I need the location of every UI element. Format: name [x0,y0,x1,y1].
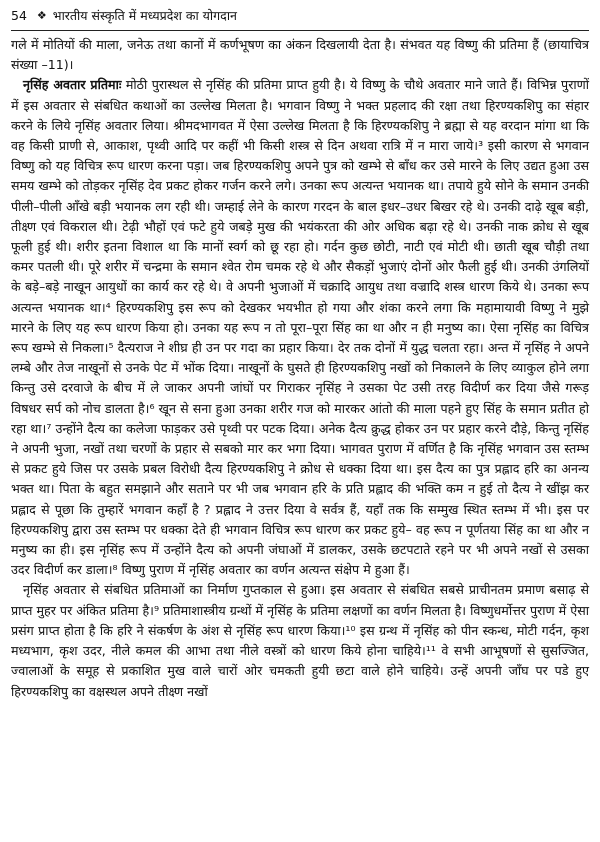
paragraph-1 [11,35,589,75]
paragraph-1-text: गले में मोतियों की माला, जनेऊ तथा कानों में कर्णभूषण का अंकन दिखलायी देता है। संभवत यह विष्णु की प्रतिमा हैं (छायाचित्र संख्या –11)। [11,37,589,73]
ornament-icon: ❖ [36,8,47,22]
book-title: भारतीय संस्कृति में मध्यप्रदेश का योगदान [52,7,237,23]
section-heading: नृसिंह अवतार प्रतिमाः [23,77,122,93]
paragraph-2-text: मोठी पुरास्थल से नृसिंह की प्रतिमा प्राप्त हुयी है। ये विष्णु के चौथे अवतार माने जाते हैं। विभिन्न पुराणों में इस अवतार से संबधित कथाओं का उल्लेख मिलता है। भगवान विष्णु ने भक्त प्रहलाद की रक्षा तथा हिरण्यकशिपु का संहार करने के लिये नृसिंह अवतार लिया। श्रीमदभागवत में ऐसा उल्लेख मिलता है कि हिरण्यकशिपु ने ब्रह्मा से यह वरदान मांगा था कि वह किसी प्राणी से, आकाश, पृथ्वी आदि पर कहीं भी किसी शस्त्र से दिन अथवा रात्रि में न मारा जाये।³ इसी कारण से भगवान विष्णु को यह विचित्र रूप धारण करना पड़ा। जब हिरण्यकशिपु अपने पुत्र को खम्भे से बाँध कर उसे मारने के लिए उद्यत हुआ उस समय खम्भे को तोड़कर नृसिंह देव प्रकट होकर गर्जन करने लगे। उनका रूप अत्यन्त भयानक था। तपाये हुये सोने के समान उनकी पीली–पीली आँखे बड़ी भयानक लग रही थी। जम्हाई लेने के कारण गरदन के बाल इधर–उधर बिखर रहे थे। उनकी दाढ़े खूब बड़ी, तीक्ष्ण एवं विकराल थी। टेढ़ी भौहों एवं फटे हुये जबड़े मुख की भयंकरता की ओर अधिक बढ़ा रहे थे। उनकी नाक क्रोध से खूब फूली हुई थी। शरीर इतना विशाल था कि मानों स्वर्ग को छू रहा हो। गर्दन कुछ छोटी, नाटी एवं मोटी थी। छाती खूब चौड़ी तथा कमर पतली थी। पूरे शरीर में चन्द्रमा के समान श्वेत रोम चमक रहे थे और सैकड़ों भुजाएं दोनों ओर फैली हुई थी। उनकी उंगलियों के बड़े–बड़े नाखून आयुधों का कार्य कर रहे थे। वे अपनी भुजाओं में चक्रादि आयुध तथा वज्रादि शस्त्र धारण किये थे। उनका रूप अत्यन्त भयानक था।⁴ हिरण्यकशिपु इस रूप को देखकर भयभीत हो गया और शंका करने लगा कि महामायावी विष्णु ने मुझे मारने के लिए यह रूप धारण किया हो। उनका यह रूप न तो पूरा–पूरा सिंह का था और न ही मनुष्य का। ऐसा नृसिंह का विचित्र रूप खम्भे से निकला।⁵ दैत्यराज ने शीघ्र ही उन पर गदा का प्रहार किया। देर तक दोनों में युद्ध चलता रहा। अन्त में नृसिंह ने अपने लम्बे और तेज नाखूनों से उनके पेट में भोंक दिया। नाखूनों के घुसते ही हिरण्यकशिपु नखों को निकालने के लिए व्याकुल होने लगा किन्तु उसे दरवाजे के बीच में ले जाकर अपनी जांघों पर गिराकर नृसिंह ने उसका पेट उसी तरह विदीर्ण कर दिया जैसे गरूड़ विषधर सर्प को नोच डालता है।⁶ खून से सना हुआ उनका शरीर गज को मारकर आंतो की माला पहने हुए सिंह के समान प्रतीत हो रहा था।⁷ उन्होंने दैत्य का कलेजा फाड़कर उसे पृथ्वी पर पटक दिया। अनेक दैत्य क्रुद्ध होकर उन पर प्रहार करने दौड़े, किन्तु नृसिंह ने अपनी भुजा, नखों तथा चरणों के प्रहार से सबको मार कर भगा दिया। भागवत पुराण में वर्णित है कि नृसिंह भगवान उस स्तम्भ से प्रकट हुये जिस पर उसके प्रबल विरोधी दैत्य हिरण्यकशिपु ने क्रोध से धक्का दिया था। इस दैत्य का पुत्र प्रह्लाद हरि का अनन्य भक्त था। पिता के बहुत समझाने और सताने पर भी जब भगवान हरि के प्रति प्रह्लाद की भक्ति कम न हुई तो दैत्य ने खींझ कर प्रह्लाद से पूछा कि तुम्हारें भगवान कहाँ है ? प्रह्लाद ने उत्तर दिया वे सर्वत्र हैं, यहाँ तक कि सम्मुख स्थित स्तम्भ में भी। इस पर हिरण्यकशिपु द्वारा उस स्तम्भ पर धक्का देते ही भगवान विचित्र रूप धारण कर प्रकट हुये– वह रूप न पूर्णतया सिंह का था और न मनुष्य का ही। इस नृसिंह रूप में उन्होंने दैत्य को अपनी जंघाओं में डालकर, उसके छटपटाते रहने पर भी अपने नखों से उसका उदर विदीर्ण कर डाला।⁸ विष्णु पुराण में नृसिंह अवतार का वर्णन अत्यन्त संक्षेप मे हुआ हैं। [11,77,589,578]
paragraph-3 [11,580,589,701]
running-header [11,0,589,31]
paragraph-3-text: नृसिंह अवतार से संबधित प्रतिमाओं का निर्माण गुप्तकाल से हुआ। इस अवतार से संबधित सबसे प्राचीनतम प्रमाण बसाढ़ से प्राप्त मुहर पर अंकित प्रतिमा है।⁹ प्रतिमाशास्त्रीय ग्रन्थों में नृसिंह के प्रतिमा लक्षणों का वर्णन मिलता है। विष्णुधर्मोत्तर पुराण में ऐसा प्रसंग प्राप्त होता है कि हरि ने संकर्षण के अंश से नृसिंह रूप धारण किया।¹⁰ इस ग्रन्थ में नृसिंह को पीन स्कन्ध, मोटी गर्दन, कृश मध्यभाग, कृश उदर, नीले कमल की आभा तथा नीले वस्त्रों को धारण किये होना चाहिये।¹¹ वे सभी आभूषणों से सुसज्जित, ज्वालाओं के समूह से प्रकाशित मुख वाले चारों ओर चमकती हुयी छटा वाले होने चाहिये। उन्हें अपनी जाँघ पर पडे हुए हिरण्यकशिपु का वक्षस्थल अपने तीक्ष्ण नखों [11,582,589,699]
page-number: 54 [11,7,27,23]
page [11,0,589,702]
paragraph-2 [11,75,589,580]
